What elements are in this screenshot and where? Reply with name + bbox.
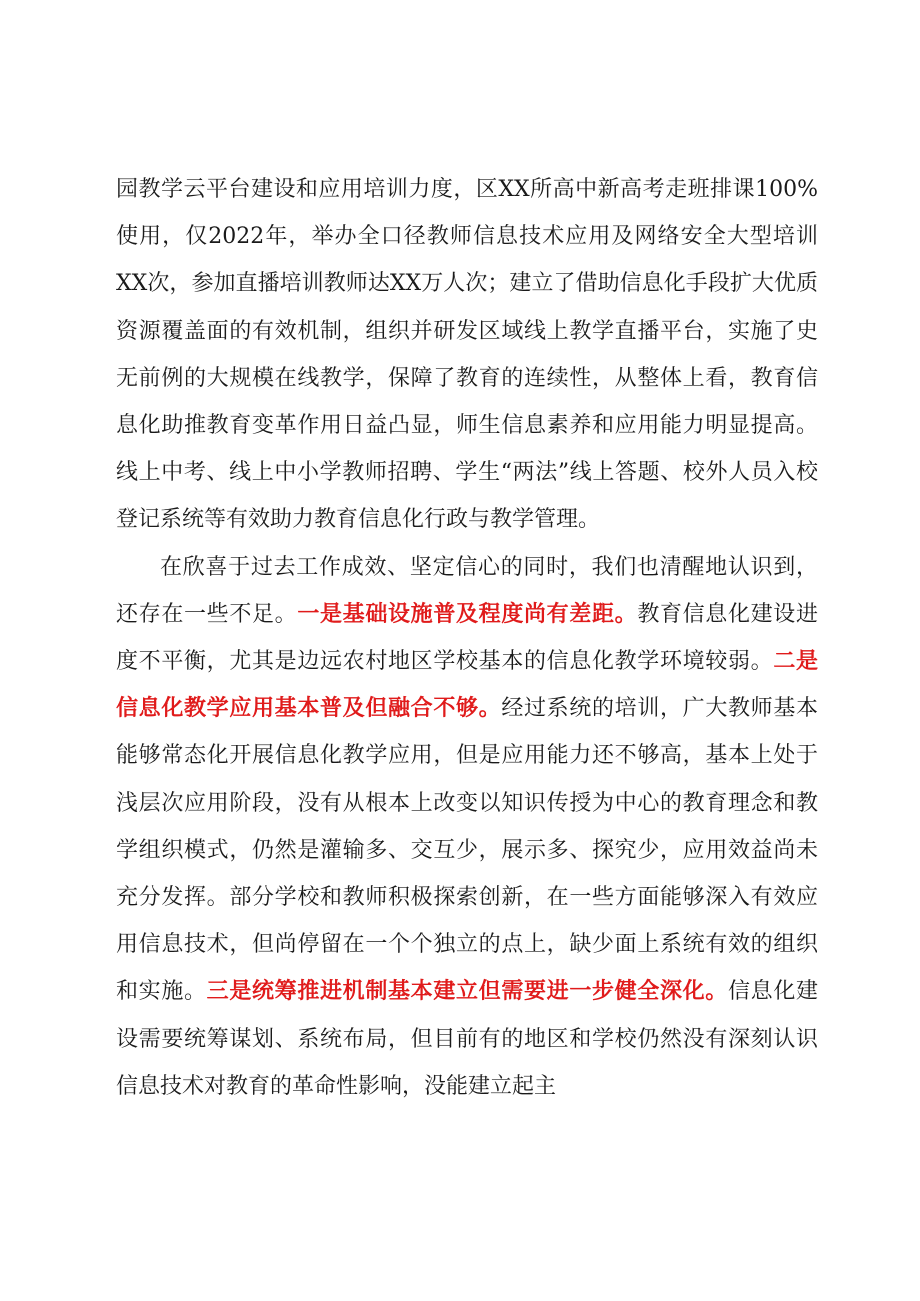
body-text: 经过系统的培训，广大教师基本能够常态化开展信息化教学应用，但是应用能力还不够高，基本上处于浅层次应用阶段，没有从根本上改变以知识传授为中心的教育理念和教学组织模式，仍然是灌输多、交互少，展示多、探究少，应用效益尚未充分发挥。部分学校和教师积极探索创新，在一些方面能够深入有效应用信息技术，但尚停留在一个个独立的点上，缺少面上系统有效的组织和实施。 [116,696,818,1005]
highlighted-heading: 二是信息化教学应用基本普及但融合不够。 [116,648,818,722]
highlighted-heading: 一是基础设施普及程度尚有差距。 [297,600,638,627]
body-text: 在欣喜于过去工作成效、坚定信心的同时，我们也清醒地认识到，还存在一些不足。 [116,554,818,627]
document-body [116,166,818,1110]
body-text: 信息化建设需要统筹谋划、系统布局，但目前有的地区和学校仍然没有深刻认识信息技术对教育的革命性影响，没能建立起主 [116,979,818,1099]
body-text: 园教学云平台建设和应用培训力度，区XX所高中新高考走班排课100%使用，仅2022年，举办全口径教师信息技术应用及网络安全大型培训XX次，参加直播培训教师达XX万人次；建立了借助信息化手段扩大优质资源覆盖面的有效机制，组织并研发区域线上教学直播平台，实施了史无前例的大规模在线教学，保障了教育的连续性，从整体上看，教育信息化助推教育变革作用日益凸显，师生信息素养和应用能力明显提高。线上中考、线上中小学教师招聘、学生“两法”线上答题、校外人员入校登记系统等有效助力教育信息化行政与教学管理。 [116,177,818,533]
highlighted-heading: 三是统筹推进机制基本建立但需要进一步健全深化。 [206,978,728,1005]
paragraph-1 [116,166,818,544]
paragraph-2 [116,544,818,1110]
body-text: 教育信息化建设进度不平衡，尤其是边远农村地区学校基本的信息化教学环境较弱。 [116,601,818,675]
